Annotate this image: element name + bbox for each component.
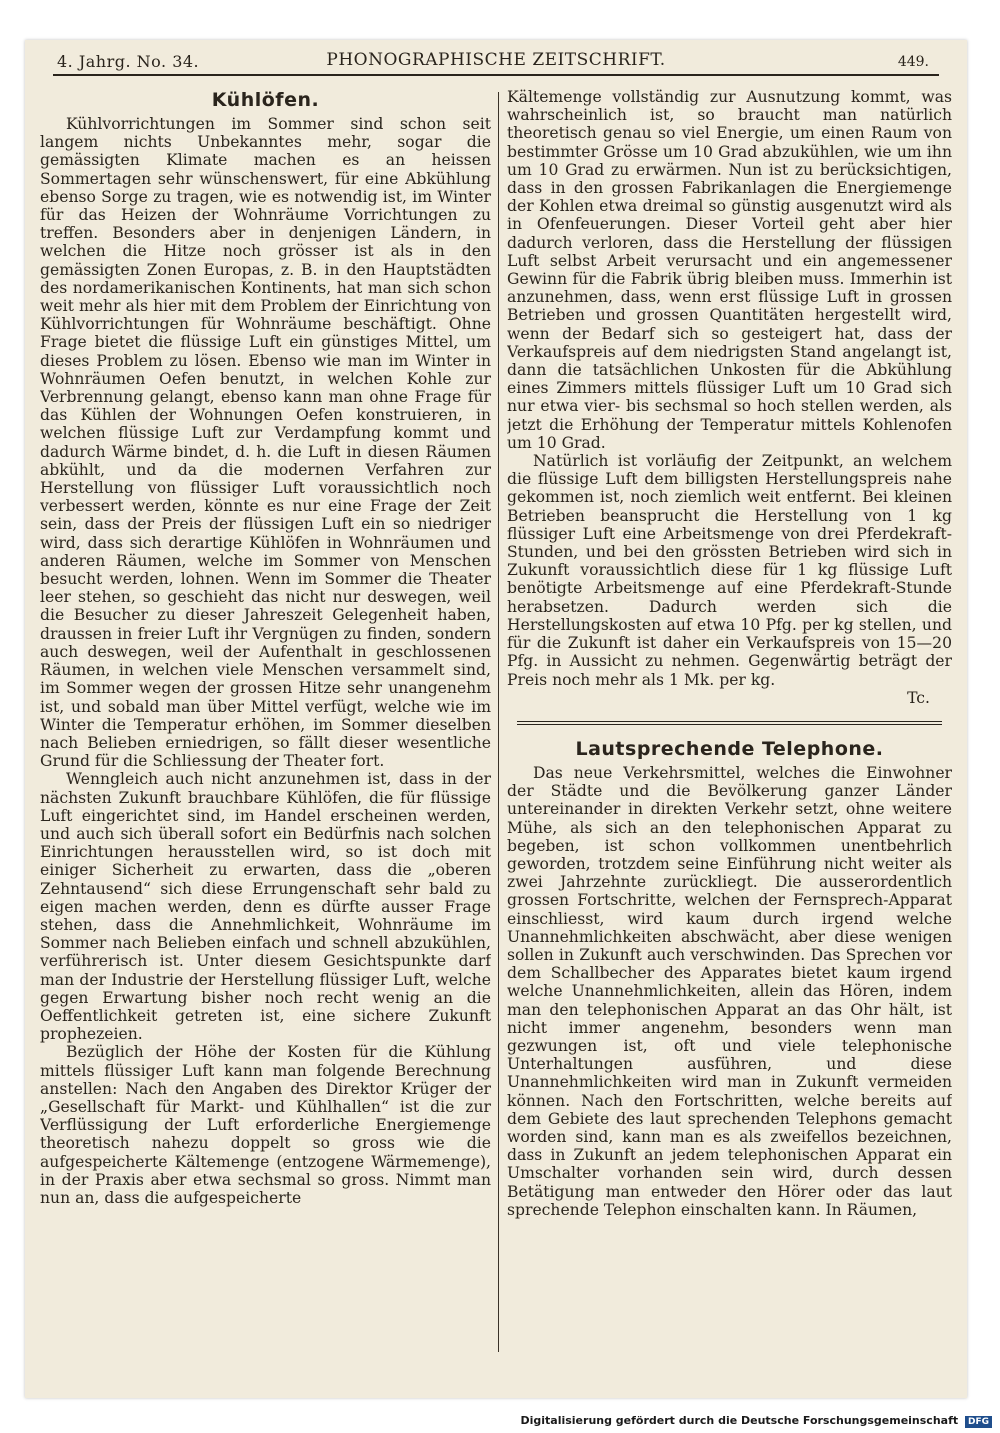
article-paragraph: Natürlich ist vorläufig der Zeitpunkt, an welchem die flüssige Luft dem billigsten Herstellungspreis nahe gekommen ist, noch ziemlich weit entfernt. Bei kleinen Betrieben beansprucht die Herstellung von 1 kg flüssiger Luft eine Arbeitsmenge von drei Pferdekraft-Stunden, und bei den grössten Betrieben wird sich in Zukunft voraussichtlich diese für 1 kg flüssige Luft benötigte Arbeitsmenge auf eine Pferdekraft-Stunde herabsetzen. Dadurch werden sich die Herstellungskosten auf etwa 10 Pfg. per kg stellen, und für die Zukunft ist daher ein Verkaufspreis von 15—20 Pfg. in Aussicht zu nehmen. Gegenwärtig beträgt der Preis noch mehr als 1 Mk. per kg. — [507, 452, 952, 689]
article-paragraph: Kältemenge vollständig zur Ausnutzung kommt, was wahrscheinlich ist, so braucht man natürlich theoretisch genau so viel Energie, um einen Raum von bestimmter Grösse um 10 Grad abzukühlen, wie um ihn um 10 Grad zu erwärmen. Nun ist zu berücksichtigen, dass in den grossen Fabrikanlagen die Energiemenge der Kohlen etwa dreimal so günstig ausgenutzt wird als in Ofenfeuerungen. Dieser Vorteil geht aber hier dadurch verloren, dass die Herstellung der flüssigen Luft selbst Arbeit verursacht und ein angemessener Gewinn für die Fabrik übrig bleiben muss. Immerhin ist anzunehmen, dass, wenn erst flüssige Luft in grossen Betrieben und grossen Quantitäten hergestellt wird, wenn der Bedarf sich so gesteigert hat, dass der Verkaufspreis auf dem niedrigsten Stand angelangt ist, dann die tatsächlichen Unkosten für die Abkühlung eines Zimmers mittels flüssiger Luft um 10 Grad sich nur etwa vier- bis sechsmal so hoch stellen werden, als jetzt die Erhöhung der Temperatur mittels Kohlenofen um 10 Grad. — [507, 88, 952, 452]
article-paragraph: Das neue Verkehrsmittel, welches die Einwohner der Städte und die Bevölkerung ganzer Länder untereinander in direkten Verkehr setzt, ohne weitere Mühe, als sich an den telephonischen Apparat zu begeben, ist schon vollkommen unentbehrlich geworden, trotzdem seine Einführung nicht weiter als zwei Jahrzehnte zurückliegt. Die ausserordentlich grossen Fortschritte, welchen der Fernsprech-Apparat einschliesst, wird kaum durch irgend welche Unannehmlichkeiten abschwächt, aber diese wenigen sollen in Zukunft auch verschwinden. Das Sprechen vor dem Schallbecher des Apparates bietet kaum irgend welche Unannehmlichkeiten, allein das Hören, indem man den telephonischen Apparat an das Ohr hält, ist nicht immer angenehm, besonders wenn man gezwungen ist, oft und viele telephonische Unterhaltungen ausführen, und diese Unannehmlichkeiten wird man in Zukunft vermeiden können. Nach den Fortschritten, welche bereits auf dem Gebiete des laut sprechenden Telephons gemacht worden sind, kann man es als zweifellos bezeichnen, dass in Zukunft an jedem telephonischen Apparat ein Umschalter vorhanden sein wird, durch dessen Betätigung man entweder den Hörer oder das laut sprechende Telephon einschalten kann. In Räumen, — [507, 763, 952, 1219]
issue-info: 4. Jahrg. No. 34. — [57, 52, 200, 71]
digitization-credit — [520, 1414, 992, 1428]
article-title-kuehloefen: Kühlöfen. — [211, 89, 320, 111]
journal-title: PHONOGRAPHISCHE ZEITSCHRIFT. — [326, 50, 666, 70]
dfg-logo: DFG — [965, 1416, 992, 1428]
running-head — [25, 50, 967, 74]
section-divider — [517, 721, 942, 725]
article-paragraph: Wenngleich auch nicht anzunehmen ist, dass in der nächsten Zukunft brauchbare Kühlöfen, die für flüssige Luft eingerichtet sind, im Handel erscheinen werden, und auch sich überall sofort ein Bedürfnis nach solchen Einrichtungen herausstellen wird, so ist doch mit einiger Sicherheit zu erwarten, dass die „oberen Zehntausend“ sich diese Errungenschaft sehr bald zu eigen machen werden, denn es dürfte ausser Frage stehen, dass die Annehmlichkeit, Wohnräume im Sommer nach Belieben einfach und schnell abzukühlen, verführerisch ist. Unter diesem Gesichtspunkte darf man der Industrie der Herstellung flüssiger Luft, welche gegen Erwartung bisher noch recht wenig an die Oeffentlichkeit getreten ist, eine sichere Zukunft prophezeien. — [40, 770, 491, 1044]
column-left — [40, 88, 491, 1398]
article-paragraph: Kühlvorrichtungen im Sommer sind schon seit langem nichts Unbekanntes mehr, sogar die gemässigten Klimate machen es an heissen Sommertagen sehr wünschenswert, für eine Abkühlung ebenso Sorge zu tragen, wie es notwendig ist, im Winter für das Heizen der Wohnräume Vorrichtungen zu treffen. Besonders aber in denjenigen Ländern, in welchen die Hitze noch grösser ist als in den gemässigten Zonen Europas, z. B. in den Hauptstädten des nordamerikanischen Kontinents, hat man sich schon weit mehr als hier mit dem Problem der Einrichtung von Kühlvorrichtungen für Wohnräume beschäftigt. Ohne Frage bietet die flüssige Luft ein günstiges Mittel, um dieses Problem zu lösen. Ebenso wie man im Winter in Wohnräumen Oefen benutzt, in welchen Kohle zur Verbrennung gelangt, ebenso kann man ohne Frage für das Kühlen der Wohnungen Oefen konstruieren, in welchen flüssige Luft zur Verdampfung kommt und dadurch Wärme bindet, d. h. die Luft in diesen Räumen abkühlt, und da die modernen Verfahren zur Herstellung von flüssiger Luft voraussichtlich noch verbessert werden, könnte es nur eine Frage der Zeit sein, dass der Preis der flüssigen Luft ein so niedriger wird, dass sich derartige Kühlöfen in Wohnräumen und anderen Räumen, welche im Sommer von Menschen besucht werden, lohnen. Wenn im Sommer die Theater leer stehen, so geschieht das nicht nur deswegen, weil die Besucher zu dieser Jahreszeit Gelegenheit haben, draussen in freier Luft ihr Vergnügen zu finden, sondern auch deswegen, weil der Aufenthalt in geschlossenen Räumen, in welchen viele Menschen versammelt sind, im Sommer wegen der grossen Hitze sehr unangenehm ist, und sobald man über Mittel verfügt, welche wie im Winter die Temperatur erhöhen, im Sommer dieselben nach Belieben erniedrigen, so fällt dieser wesentliche Grund für die Schliessung der Theater fort. — [40, 115, 491, 771]
column-right — [507, 88, 952, 1398]
column-divider — [498, 92, 499, 1352]
article-paragraph: Bezüglich der Höhe der Kosten für die Kühlung mittels flüssiger Luft kann man folgende Berechnung anstellen: Nach den Angaben des Direktor Krüger der „Gesellschaft für Markt- und Kühlhallen“ ist die zur Verflüssigung der Luft erforderliche Energiemenge theoretisch nahezu doppelt so gross wie die aufgespeicherte Kältemenge (entzogene Wärmemenge), in der Praxis aber etwa sechsmal so gross. Nimmt man nun an, dass die aufgespeicherte — [40, 1043, 491, 1207]
page-number: 449. — [897, 54, 929, 70]
newspaper-page — [25, 40, 967, 1398]
credit-text: Digitalisierung gefördert durch die Deutsche Forschungsgemeinschaft — [520, 1414, 959, 1427]
author-signature: Tc. — [907, 688, 930, 707]
header-rule — [53, 74, 939, 76]
article-title-telephone: Lautsprechende Telephone. — [575, 737, 884, 760]
